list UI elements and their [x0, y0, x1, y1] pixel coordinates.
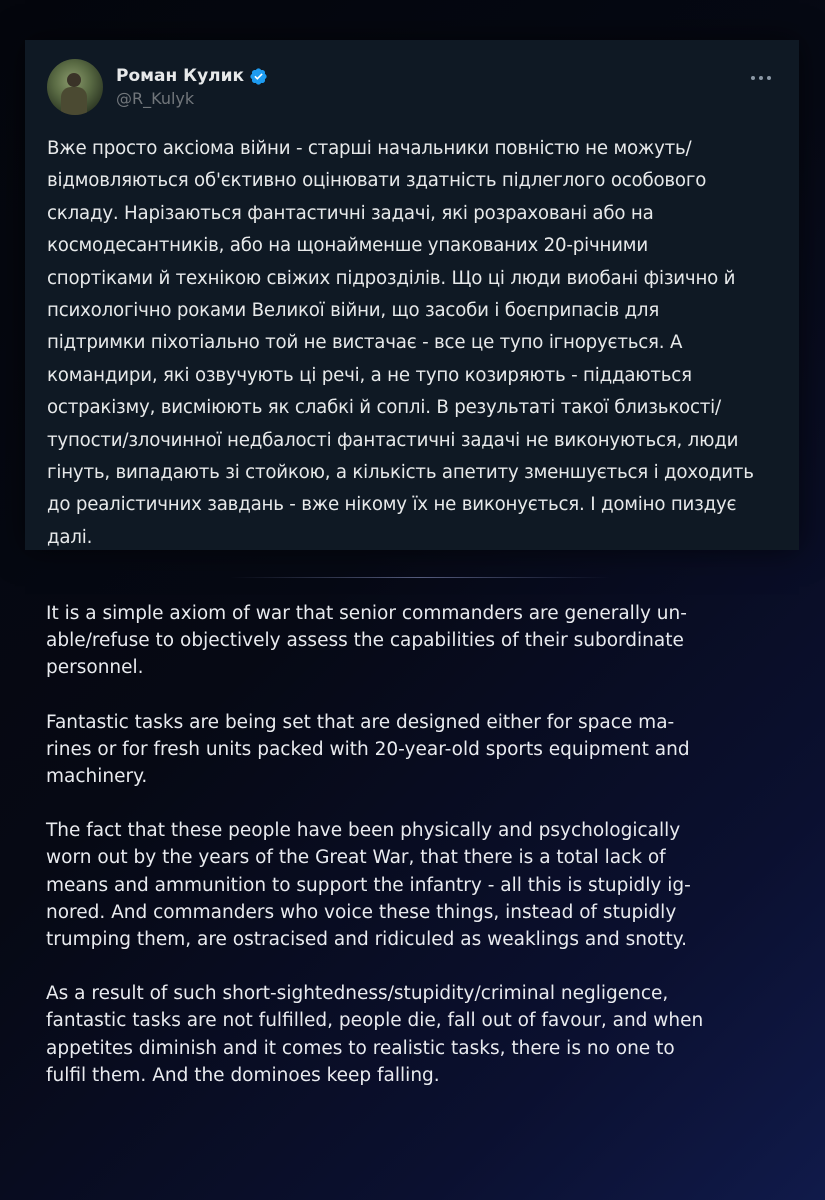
tweet-card [25, 40, 799, 550]
translation-text [46, 600, 786, 1116]
user-handle[interactable]: @R_Kulyk [116, 89, 195, 108]
translation-paragraph: It is a simple axiom of war that senior commanders are generally un- able/refuse to objectively assess the capabilities of their subordinate personnel. [46, 603, 687, 679]
verified-badge-icon [249, 67, 268, 86]
display-name-row [116, 66, 268, 86]
translation-paragraph: The fact that these people have been physically and psychologically worn out by the years of the Great War, that there is a total lack of means and ammunition to support the infantry - all this is stupidly ig- nored. And commanders who voice these things, instead of stupidly trumping them, are ostracised and ridiculed as weaklings and snotty. [46, 820, 691, 951]
more-dot [767, 76, 771, 80]
more-horizontal-icon[interactable] [751, 76, 771, 80]
more-dot [751, 76, 755, 80]
avatar[interactable] [47, 59, 103, 115]
section-divider [230, 577, 610, 578]
more-dot [759, 76, 763, 80]
tweet-header [47, 58, 777, 116]
author-names [116, 66, 268, 108]
translation-paragraph: Fantastic tasks are being set that are designed either for space ma- rines or for fresh units packed with 20-year-old sports equipment and machinery. [46, 711, 690, 788]
tweet-text: Вже просто аксіома війни - старші начальники повністю не можуть/ відмовляються об'єктивно оцінювати здатність підлеглого особового складу. Нарізаються фантастичні задачі, які розраховані або на космодесантників, або на щонайменше упакованих 20-річними спортіками й технікою свіжих підрозділів. Що ці люди виобані фізично й психологічно роками Великої війни, що засоби і боєприпасів для підтримки піхотіально той не вистачає - все це тупо ігнорується. А командири, які озвучують ці речі, а не тупо козиряють - піддаються остракізму, висміюють як слабкі й соплі. В результаті такої близькості/ тупости/злочинної недбалості фантастичні задачі не виконуються, люди гінуть, випадають зі стойкою, а кількість апетиту зменшується і доходить до реалістичних завдань - вже нікому їх не виконується. І доміно пиздує далі. [47, 138, 754, 548]
display-name[interactable]: Роман Кулик [116, 66, 245, 86]
translation-paragraph: As a result of such short-sightedness/stupidity/criminal negligence, fantastic tasks are not fulfilled, people die, fall out of favour, and when appetites diminish and it comes to realistic tasks, there is no one to fulfil them. And the dominoes keep falling. [46, 983, 704, 1086]
